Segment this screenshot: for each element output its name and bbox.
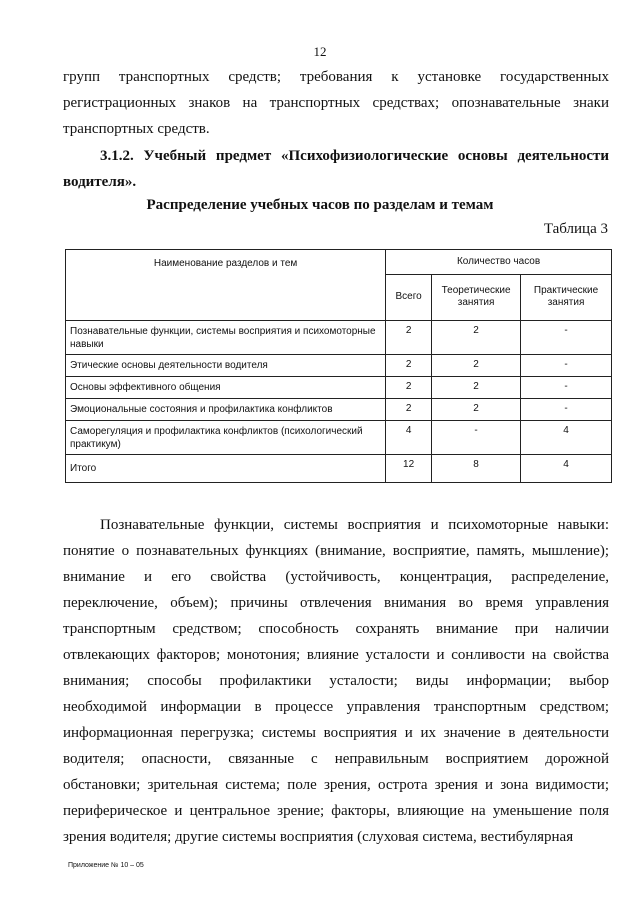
table-row [66,377,612,399]
row-practice: - [521,321,612,355]
row-total: 2 [386,377,432,399]
intro-paragraph: групп транспортных средств; требования к установке государственных регистрационных знаков на транспортных средствах; опознавательные знаки транспортных средств. [63,69,609,137]
row-theory: 2 [432,399,521,421]
page-number: 12 [313,44,327,59]
row-practice: - [521,377,612,399]
row-total: 2 [386,355,432,377]
table-row-total [66,455,612,483]
row-total: 2 [386,321,432,355]
row-practice: 4 [521,421,612,455]
table-row [66,399,612,421]
row-name: Этические основы деятельности водителя [66,355,386,377]
footer-note: Приложение № 10 – 05 [68,862,144,869]
row-total: 4 [386,421,432,455]
row-name: Познавательные функции, системы восприятия и психомоторные навыки [66,321,386,355]
subsection-title: 3.1.2. Учебный предмет «Психофизиологические основы деятельности водителя». [63,148,609,190]
header-total: Всего [386,274,432,320]
header-practice: Практические занятия [521,274,612,320]
row-total: 12 [386,455,432,483]
row-practice: - [521,399,612,421]
row-name: Саморегуляция и профилактика конфликтов (психологический практикум) [66,421,386,455]
distribution-title: Распределение учебных часов по разделам и темам [146,197,494,213]
row-name: Эмоциональные состояния и профилактика конфликтов [66,399,386,421]
header-quantity: Количество часов [386,250,612,275]
row-total: 2 [386,399,432,421]
row-practice: - [521,355,612,377]
body-paragraph: Познавательные функции, системы восприятия и психомоторные навыки: понятие о познавательных функциях (внимание, восприятие, память, мышление); внимание и его свойства (устойчивость, концентрация, распределение, переключение, объем); причины отвлечения внимания во время управления транспортным средством; способность сохранять внимание при наличии отвлекающих факторов; монотония; влияние усталости и сонливости на свойства внимания; способы профилактики усталости; виды информации; выбор необходимой информации в процессе управления транспортным средством; информационная перегрузка; системы восприятия и их значение в деятельности водителя; опасности, связанные с неправильным восприятием дорожной обстановки; зрительная система; поле зрения, острота зрения и зона видимости; периферическое и центральное зрение; факторы, влияющие на уменьшение поля зрения водителя; другие системы восприятия (слуховая система, вестибулярная [63,517,609,845]
header-name: Наименование разделов и тем [66,250,386,321]
row-theory: 2 [432,321,521,355]
row-name: Итого [66,455,386,483]
row-practice: 4 [521,455,612,483]
table-label: Таблица 3 [543,221,608,237]
row-theory: 2 [432,355,521,377]
hours-table [65,249,612,483]
row-name: Основы эффективного общения [66,377,386,399]
table-row [66,421,612,455]
row-theory: 2 [432,377,521,399]
header-theory: Теоретические занятия [432,274,521,320]
row-theory: - [432,421,521,455]
table-row [66,321,612,355]
table-row [66,355,612,377]
row-theory: 8 [432,455,521,483]
